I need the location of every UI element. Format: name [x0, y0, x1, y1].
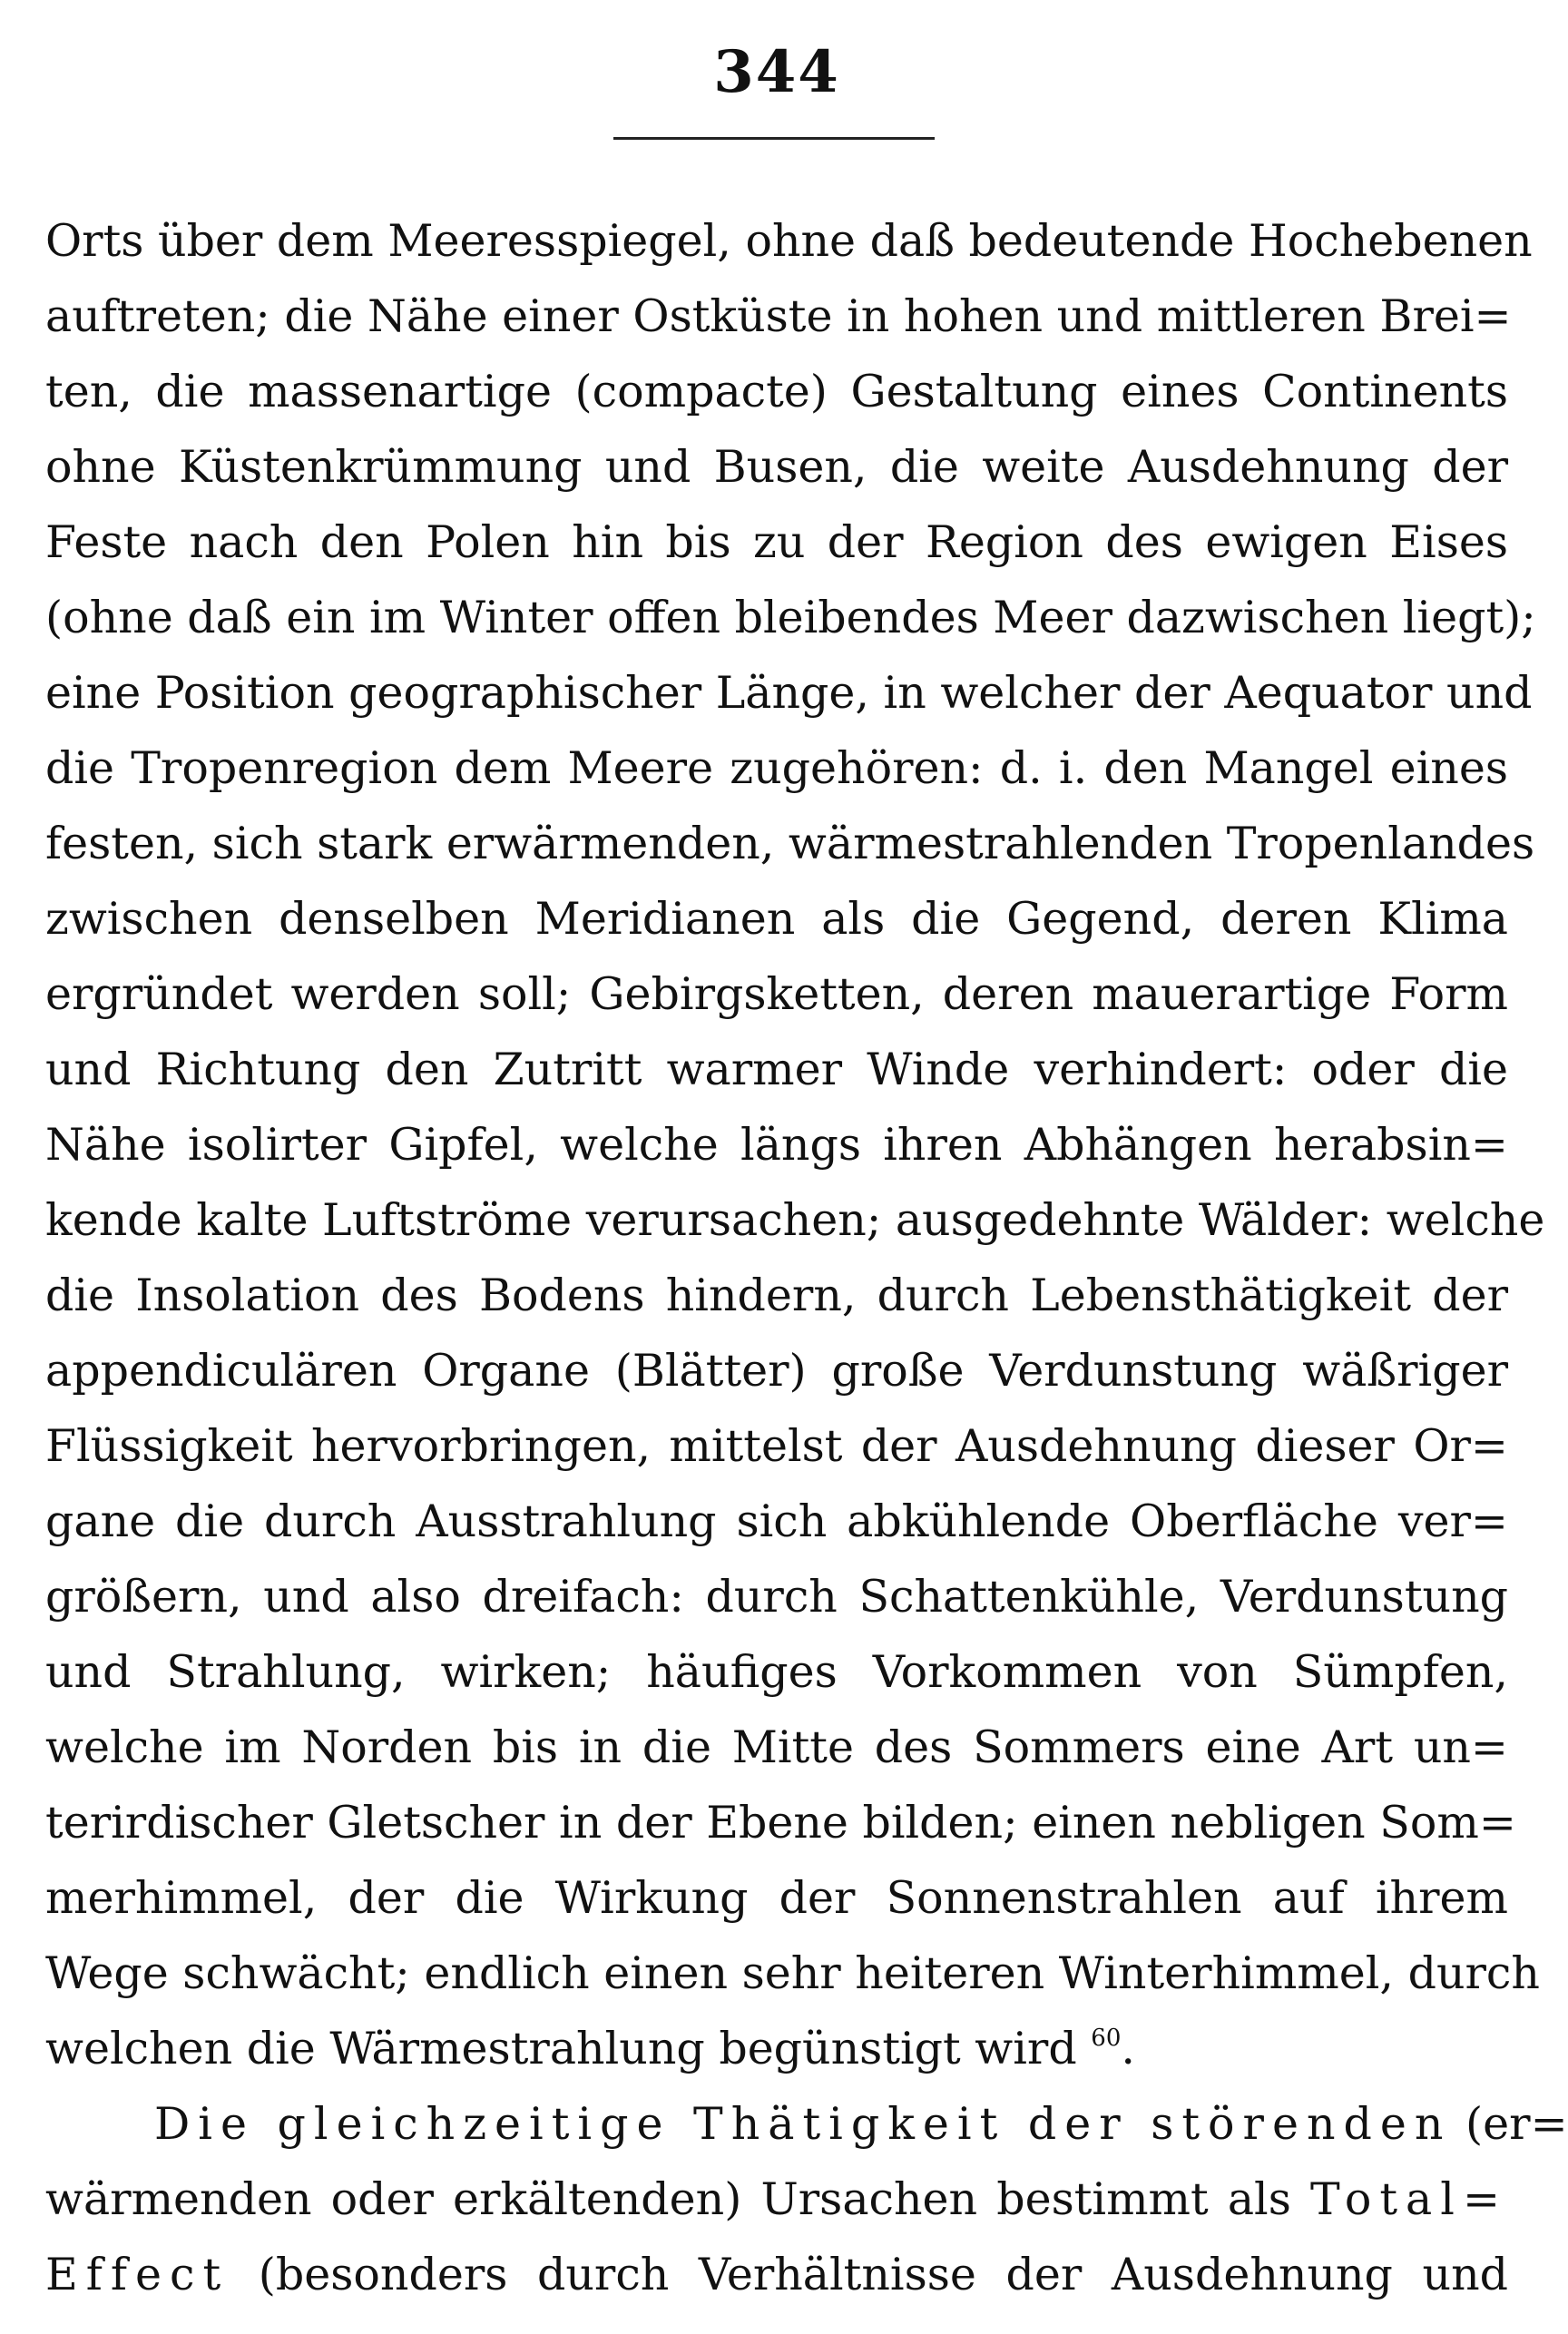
line-text: (er= [1465, 2098, 1568, 2150]
emphasized-text: Total= [1309, 2173, 1508, 2225]
line-text: (besonders durch Verhältnisse der Ausdehnung und [258, 2249, 1508, 2300]
text-line: (ohne daß ein im Winter offen bleibendes Meer dazwischen liegt); [45, 592, 1536, 643]
header-rule [613, 137, 935, 140]
text-line: Flüssigkeit hervorbringen, mittelst der Ausdehnung dieser Or= [45, 1420, 1508, 1472]
line-text: wärmenden oder erkältenden) Ursachen bestimmt als [45, 2173, 1291, 2225]
paragraph-2 [45, 2086, 1568, 2312]
text-line: auftreten; die Nähe einer Ostküste in hohen und mittleren Brei= [45, 290, 1512, 342]
text-line: und Strahlung, wirken; häufiges Vorkommen von Sümpfen, [45, 1646, 1508, 1698]
text-line: ohne Küstenkrümmung und Busen, die weite Ausdehnung der [45, 441, 1508, 493]
text-line: kende kalte Luftströme verursachen; ausgedehnte Wälder: welche [45, 1194, 1545, 1246]
text-line: Orts über dem Meeresspiegel, ohne daß bedeutende Hochebenen [45, 215, 1533, 267]
text-line: Wege schwächt; endlich einen sehr heiteren Winterhimmel, durch [45, 1947, 1540, 1999]
text-line [45, 2086, 1568, 2162]
text-line-final [45, 2011, 1508, 2086]
text-line: die Insolation des Bodens hindern, durch Lebensthätigkeit der [45, 1270, 1508, 1321]
text-line: terirdischer Gletscher in der Ebene bilden; einen nebligen Som= [45, 1797, 1516, 1849]
text-line: größern, und also dreifach: durch Schattenkühle, Verdunstung [45, 1571, 1508, 1623]
final-line-text: welchen die Wärmestrahlung begünstigt wird [45, 2023, 1077, 2074]
text-line: ergründet werden soll; Gebirgsketten, deren mauerartige Form [45, 968, 1508, 1020]
text-line: Nähe isolirter Gipfel, welche längs ihren Abhängen herabsin= [45, 1119, 1508, 1171]
body-text [45, 203, 1568, 2312]
text-line: gane die durch Ausstrahlung sich abkühlende Oberfläche ver= [45, 1496, 1508, 1547]
page-number: 344 [713, 38, 840, 106]
footnote-reference: 60 [1091, 2025, 1122, 2052]
text-line: die Tropenregion dem Meere zugehören: d. i. den Mangel eines [45, 742, 1508, 794]
text-line: Feste nach den Polen hin bis zu der Region des ewigen Eises [45, 516, 1508, 568]
text-line: welche im Norden bis in die Mitte des Sommers eine Art un= [45, 1721, 1508, 1773]
text-line: festen, sich stark erwärmenden, wärmestrahlenden Tropenlandes [45, 818, 1535, 869]
text-line [45, 2237, 1508, 2312]
text-line: ten, die massenartige (compacte) Gestaltung eines Continents [45, 366, 1508, 417]
text-line: zwischen denselben Meridianen als die Gegend, deren Klima [45, 893, 1508, 945]
text-line: und Richtung den Zutritt warmer Winde verhindert: oder die [45, 1044, 1508, 1095]
emphasized-text: Die gleichzeitige Thätigkeit der störenden [154, 2098, 1452, 2150]
text-line: merhimmel, der die Wirkung der Sonnenstrahlen auf ihrem [45, 1872, 1508, 1924]
text-line: appendiculären Organe (Blätter) große Verdunstung wäßriger [45, 1345, 1508, 1397]
emphasized-text: Effect [45, 2249, 230, 2300]
text-line: eine Position geographischer Länge, in welcher der Aequator und [45, 667, 1533, 719]
final-punctuation: . [1121, 2023, 1135, 2074]
paragraph-1 [45, 203, 1545, 2086]
text-line [45, 2162, 1508, 2237]
